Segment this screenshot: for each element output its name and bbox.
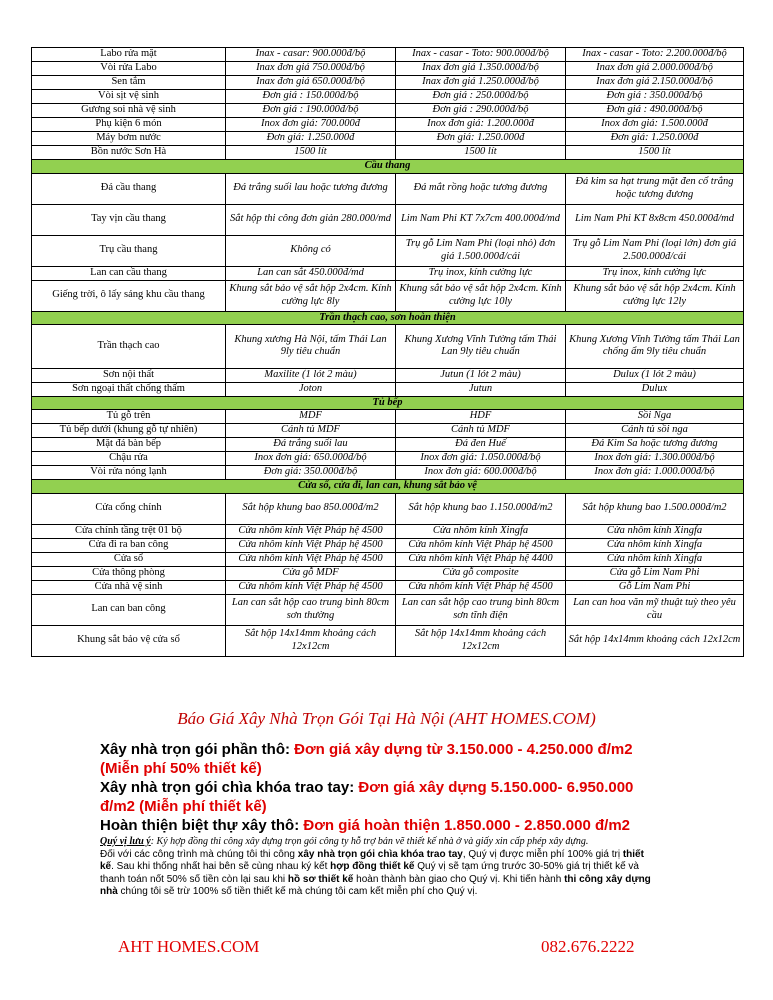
pricing-block bbox=[100, 740, 660, 835]
table-row bbox=[32, 280, 744, 311]
section-title: Cửa sổ, cửa đi, lan can, khung sắt bảo vệ bbox=[32, 480, 744, 494]
table-row bbox=[32, 424, 744, 438]
option-cell: Khung sắt bảo vệ sắt hộp 2x4cm. Kính cường lực 8ly bbox=[226, 280, 396, 311]
option-cell: Inox đơn giá: 600.000đ/bộ bbox=[396, 466, 566, 480]
option-cell: Dulux bbox=[566, 382, 744, 396]
table-row bbox=[32, 466, 744, 480]
row-label: Tủ bếp dưới (khung gỗ tự nhiên) bbox=[32, 424, 226, 438]
table-row bbox=[32, 493, 744, 524]
option-cell: Đá đen Huế bbox=[396, 438, 566, 452]
option-cell: Trụ inox, kính cường lực bbox=[566, 266, 744, 280]
option-cell: Dulux (1 lót 2 màu) bbox=[566, 368, 744, 382]
option-cell: Lim Nam Phi KT 7x7cm 400.000đ/md bbox=[396, 204, 566, 235]
option-cell: Lan can sắt hộp cao trung bình 80cm sơn thường bbox=[226, 594, 396, 625]
option-cell: Inox đơn giá: 700.000đ bbox=[226, 118, 396, 132]
section-row bbox=[32, 396, 744, 410]
option-cell: 1500 lít bbox=[396, 146, 566, 160]
row-label: Cửa cổng chính bbox=[32, 493, 226, 524]
option-cell: Khung Xương Vĩnh Tường tấm Thái Lan 9ly tiêu chuẩn bbox=[396, 325, 566, 369]
option-cell: HDF bbox=[396, 410, 566, 424]
option-cell: Sắt hộp khung bao 1.500.000đ/m2 bbox=[566, 493, 744, 524]
row-label: Cửa đi ra ban công bbox=[32, 538, 226, 552]
option-cell: Đơn giá : 290.000đ/bộ bbox=[396, 104, 566, 118]
option-cell: Maxilite (1 lót 2 màu) bbox=[226, 368, 396, 382]
option-cell: Khung Xương Vĩnh Tường tấm Thái Lan chống ẩm 9ly tiêu chuẩn bbox=[566, 325, 744, 369]
section-title: Cầu thang bbox=[32, 160, 744, 174]
option-cell: Gỗ Lim Nam Phi bbox=[566, 580, 744, 594]
option-cell: Đơn giá : 250.000đ/bộ bbox=[396, 90, 566, 104]
row-label: Gương soi nhà vệ sinh bbox=[32, 104, 226, 118]
row-label: Bồn nước Sơn Hà bbox=[32, 146, 226, 160]
pricing-value: Đơn giá hoàn thiện 1.850.000 - 2.850.000 đ/m2 bbox=[303, 817, 631, 834]
option-cell: 1500 lít bbox=[226, 146, 396, 160]
pricing-line bbox=[100, 816, 660, 835]
option-cell: Inax - casar - Toto: 2.200.000đ/bộ bbox=[566, 48, 744, 62]
table-row bbox=[32, 325, 744, 369]
table-row bbox=[32, 452, 744, 466]
option-cell: Khung sắt bảo vệ sắt hộp 2x4cm. Kính cường lực 12ly bbox=[566, 280, 744, 311]
pricing-label: Xây nhà trọn gói phần thô: bbox=[100, 741, 295, 758]
table-row bbox=[32, 76, 744, 90]
table-row bbox=[32, 118, 744, 132]
option-cell: Đơn giá: 1.250.000đ bbox=[226, 132, 396, 146]
row-label: Lan can cầu thang bbox=[32, 266, 226, 280]
option-cell: Đá kim sa hạt trung mặt đen cổ trắng hoặc tương đương bbox=[566, 173, 744, 204]
table-row bbox=[32, 104, 744, 118]
row-label: Lan can ban công bbox=[32, 594, 226, 625]
option-cell: Trụ inox, kính cường lực bbox=[396, 266, 566, 280]
option-cell: Inox đơn giá: 1.050.000đ/bộ bbox=[396, 452, 566, 466]
page-title: Báo Giá Xây Nhà Trọn Gói Tại Hà Nội (AHT HOMES.COM) bbox=[177, 709, 596, 728]
option-cell: Khung xương Hà Nội, tấm Thái Lan 9ly tiêu chuẩn bbox=[226, 325, 396, 369]
option-cell: Inax đơn giá 2.150.000đ/bộ bbox=[566, 76, 744, 90]
option-cell: Đơn giá : 150.000đ/bộ bbox=[226, 90, 396, 104]
option-cell: Cửa nhôm kính Việt Pháp hệ 4500 bbox=[226, 538, 396, 552]
row-label: Giếng trời, ô lấy sáng khu cầu thang bbox=[32, 280, 226, 311]
option-cell: Sắt hộp khung bao 850.000đ/m2 bbox=[226, 493, 396, 524]
option-cell: Không có bbox=[226, 235, 396, 266]
spec-table bbox=[31, 47, 744, 657]
table-row bbox=[32, 594, 744, 625]
option-cell: MDF bbox=[226, 410, 396, 424]
option-cell: Inox đơn giá: 650.000đ/bộ bbox=[226, 452, 396, 466]
option-cell: Đá trắng suối lau bbox=[226, 438, 396, 452]
note-bold: xây nhà trọn gói chìa khóa trao tay bbox=[297, 848, 463, 860]
option-cell: Inax đơn giá 2.000.000đ/bộ bbox=[566, 62, 744, 76]
note-text: , Quý vị được miễn phí 100% giá trị bbox=[462, 848, 623, 860]
table-row bbox=[32, 48, 744, 62]
pricing-line bbox=[100, 778, 660, 816]
option-cell: Sồi Nga bbox=[566, 410, 744, 424]
row-label: Tay vịn cầu thang bbox=[32, 204, 226, 235]
option-cell: Cửa nhôm kính Việt Pháp hệ 4500 bbox=[396, 580, 566, 594]
option-cell: Lan can sắt 450.000đ/md bbox=[226, 266, 396, 280]
row-label: Cửa nhà vệ sinh bbox=[32, 580, 226, 594]
note-bold: hợp đồng thiết kế bbox=[330, 861, 415, 872]
table-row bbox=[32, 625, 744, 656]
option-cell: Cửa nhôm kính Việt Pháp hệ 4500 bbox=[226, 580, 396, 594]
row-label: Chậu rửa bbox=[32, 452, 226, 466]
option-cell: Inax đơn giá 750.000đ/bộ bbox=[226, 62, 396, 76]
option-cell: Cánh tủ sồi nga bbox=[566, 424, 744, 438]
note-text: hoàn thành bàn giao cho Quý vị. Khi tiến hành bbox=[353, 873, 565, 885]
row-label: Tủ gỗ trên bbox=[32, 410, 226, 424]
option-cell: Lan can hoa văn mỹ thuật tuỳ theo yêu cầu bbox=[566, 594, 744, 625]
option-cell: Lim Nam Phi KT 8x8cm 450.000đ/md bbox=[566, 204, 744, 235]
option-cell: Cửa nhôm kính Việt Pháp hệ 4500 bbox=[396, 538, 566, 552]
table-row bbox=[32, 368, 744, 382]
option-cell: Cửa nhôm kính Việt Pháp hệ 4400 bbox=[396, 552, 566, 566]
option-cell: Sắt hộp 14x14mm khoảng cách 12x12cm bbox=[396, 625, 566, 656]
section-title: Trần thạch cao, sơn hoàn thiện bbox=[32, 311, 744, 325]
option-cell: Cửa gỗ Lim Nam Phi bbox=[566, 566, 744, 580]
table-row bbox=[32, 146, 744, 160]
option-cell: Inox đơn giá: 1.000.000đ/bộ bbox=[566, 466, 744, 480]
option-cell: Đơn giá : 190.000đ/bộ bbox=[226, 104, 396, 118]
table-row bbox=[32, 524, 744, 538]
option-cell: Đơn giá : 490.000đ/bộ bbox=[566, 104, 744, 118]
row-label: Cửa chính tầng trệt 01 bộ bbox=[32, 524, 226, 538]
option-cell: Inax đơn giá 650.000đ/bộ bbox=[226, 76, 396, 90]
row-label: Sơn nội thất bbox=[32, 368, 226, 382]
row-label: Khung sắt bảo vệ cửa sổ bbox=[32, 625, 226, 656]
table-row bbox=[32, 132, 744, 146]
table-row bbox=[32, 438, 744, 452]
note-bold: thiết kế bbox=[100, 848, 644, 872]
option-cell: Đá trắng suối lau hoặc tương đương bbox=[226, 173, 396, 204]
row-label: Vòi rửa nóng lạnh bbox=[32, 466, 226, 480]
option-cell: Đơn giá : 350.000đ/bộ bbox=[566, 90, 744, 104]
row-label: Phụ kiện 6 món bbox=[32, 118, 226, 132]
option-cell: 1500 lít bbox=[566, 146, 744, 160]
row-label: Cửa sổ bbox=[32, 552, 226, 566]
table-row bbox=[32, 266, 744, 280]
option-cell: Sắt hộp thi công đơn giản 280.000/md bbox=[226, 204, 396, 235]
option-cell: Cửa gỗ composite bbox=[396, 566, 566, 580]
table-row bbox=[32, 173, 744, 204]
section-title: Tủ bếp bbox=[32, 396, 744, 410]
row-label: Đá cầu thang bbox=[32, 173, 226, 204]
note-text: Đối với các công trình mà chúng tôi thi công bbox=[100, 848, 298, 860]
note-heading: Quý vị lưu ý bbox=[100, 836, 151, 847]
option-cell: Jutun (1 lót 2 màu) bbox=[396, 368, 566, 382]
option-cell: Inax đơn giá 1.250.000đ/bộ bbox=[396, 76, 566, 90]
row-label: Sen tắm bbox=[32, 76, 226, 90]
option-cell: Trụ gỗ Lim Nam Phi (loại nhỏ) đơn giá 1.500.000đ/cái bbox=[396, 235, 566, 266]
note-text: . Sau khi thống nhất hai bên sẽ cùng nhau ký kết bbox=[111, 861, 331, 872]
row-label: Trần thạch cao bbox=[32, 325, 226, 369]
option-cell: Inax - casar - Toto: 900.000đ/bộ bbox=[396, 48, 566, 62]
section-row bbox=[32, 480, 744, 494]
table-row bbox=[32, 410, 744, 424]
pricing-value: Đơn giá xây dựng từ 3.150.000 - 4.250.000 đ/m2 (Miễn phí 50% thiết kế) bbox=[100, 741, 633, 777]
table-row bbox=[32, 580, 744, 594]
option-cell: Cửa nhôm kính Việt Pháp hệ 4500 bbox=[226, 524, 396, 538]
row-label: Máy bơm nước bbox=[32, 132, 226, 146]
table-row bbox=[32, 566, 744, 580]
note-text: : Ký hợp đồng thi công xây dựng trọn gói công ty hỗ trợ bản vẽ thiết kế nhà ở và giấy xin cấp phép xây dựng. bbox=[150, 836, 589, 847]
option-cell: Đơn giá: 1.250.000đ bbox=[566, 132, 744, 146]
option-cell: Cánh tủ MDF bbox=[226, 424, 396, 438]
option-cell: Inox đơn giá: 1.500.000đ bbox=[566, 118, 744, 132]
option-cell: Đá Kim Sa hoặc tương đương bbox=[566, 438, 744, 452]
option-cell: Đơn giá: 350.000đ/bộ bbox=[226, 466, 396, 480]
footer-phone: 082.676.2222 bbox=[541, 937, 635, 956]
option-cell: Inax đơn giá 1.350.000đ/bộ bbox=[396, 62, 566, 76]
footer-brand: AHT HOMES.COM bbox=[118, 937, 260, 956]
pricing-label: Xây nhà trọn gói chìa khóa trao tay: bbox=[100, 779, 359, 796]
option-cell: Cửa nhôm kính Xingfa bbox=[396, 524, 566, 538]
option-cell: Cửa nhôm kính Xingfa bbox=[566, 552, 744, 566]
row-label: Vòi rửa Labo bbox=[32, 62, 226, 76]
option-cell: Sắt hộp khung bao 1.150.000đ/m2 bbox=[396, 493, 566, 524]
option-cell: Trụ gỗ Lim Nam Phi (loại lớn) đơn giá 2.500.000đ/cái bbox=[566, 235, 744, 266]
option-cell: Lan can sắt hộp cao trung bình 80cm sơn tĩnh điện bbox=[396, 594, 566, 625]
table-row bbox=[32, 538, 744, 552]
row-label: Labo rửa mặt bbox=[32, 48, 226, 62]
note-block bbox=[100, 836, 660, 899]
table-row bbox=[32, 62, 744, 76]
table-row bbox=[32, 90, 744, 104]
option-cell: Jutun bbox=[396, 382, 566, 396]
row-label: Trụ cầu thang bbox=[32, 235, 226, 266]
table-row bbox=[32, 382, 744, 396]
pricing-label: Hoàn thiện biệt thự xây thô: bbox=[100, 817, 304, 834]
option-cell: Cánh tủ MDF bbox=[396, 424, 566, 438]
option-cell: Cửa gỗ MDF bbox=[226, 566, 396, 580]
option-cell: Joton bbox=[226, 382, 396, 396]
table-row bbox=[32, 552, 744, 566]
row-label: Cửa thông phòng bbox=[32, 566, 226, 580]
section-row bbox=[32, 160, 744, 174]
table-row bbox=[32, 204, 744, 235]
note-bold: hồ sơ thiết kế bbox=[287, 873, 354, 885]
pricing-line bbox=[100, 740, 660, 778]
option-cell: Cửa nhôm kính Xingfa bbox=[566, 524, 744, 538]
row-label: Sơn ngoại thất chống thấm bbox=[32, 382, 226, 396]
note-text: chúng tôi sẽ trừ 100% số tiền thiết kế mà chúng tôi cam kết miễn phí cho Quý vị. bbox=[117, 886, 478, 897]
row-label: Mặt đá bàn bếp bbox=[32, 438, 226, 452]
option-cell: Đá mắt rồng hoặc tương đương bbox=[396, 173, 566, 204]
option-cell: Inox đơn giá: 1.300.000đ/bộ bbox=[566, 452, 744, 466]
option-cell: Inox đơn giá: 1.200.000đ bbox=[396, 118, 566, 132]
option-cell: Sắt hộp 14x14mm khoảng cách 12x12cm bbox=[566, 625, 744, 656]
row-label: Vòi sịt vệ sinh bbox=[32, 90, 226, 104]
section-row bbox=[32, 311, 744, 325]
note-text: Quý vị sẽ tạm ứng trước 30-50% giá trị thiết kế và thanh toán nốt 50% số tiền còn lại sau khi bbox=[100, 861, 639, 885]
option-cell: Cửa nhôm kính Việt Pháp hệ 4500 bbox=[226, 552, 396, 566]
option-cell: Khung sắt bảo vệ sắt hộp 2x4cm. Kính cường lực 10ly bbox=[396, 280, 566, 311]
pricing-value: Đơn giá xây dựng 5.150.000- 6.950.000 đ/m2 (Miễn phí thiết kế) bbox=[100, 779, 634, 815]
option-cell: Cửa nhôm kính Xingfa bbox=[566, 538, 744, 552]
option-cell: Đơn giá: 1.250.000đ bbox=[396, 132, 566, 146]
option-cell: Inax - casar: 900.000đ/bộ bbox=[226, 48, 396, 62]
option-cell: Sắt hộp 14x14mm khoảng cách 12x12cm bbox=[226, 625, 396, 656]
table-row bbox=[32, 235, 744, 266]
note-bold: thi công xây dựng nhà bbox=[100, 873, 651, 897]
